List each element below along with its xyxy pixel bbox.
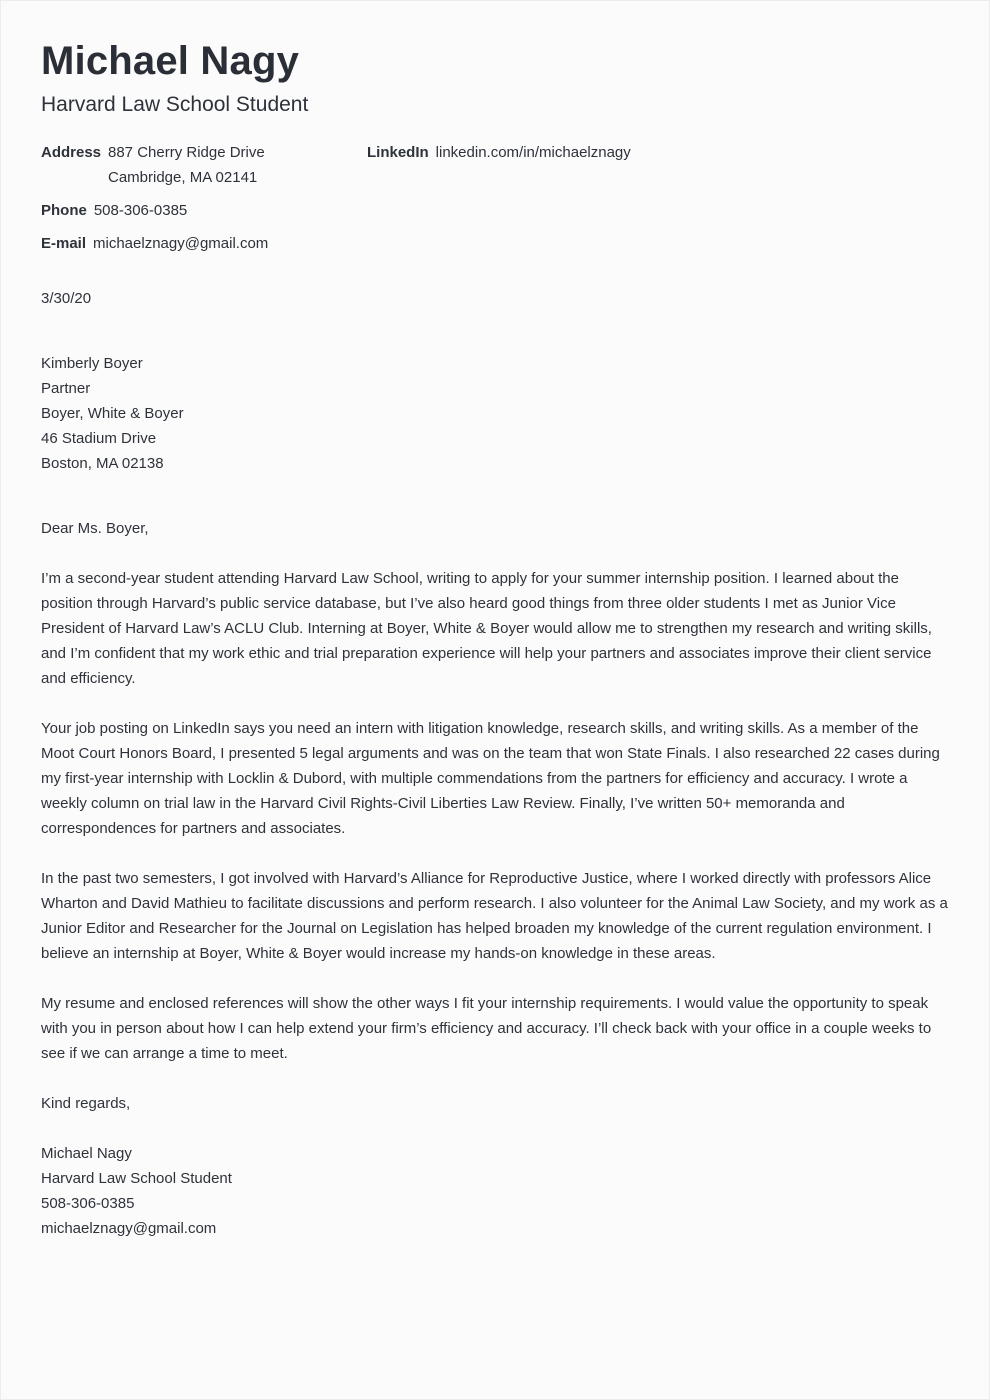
paragraph-line: I’m a second-year student attending Harvard Law School, writing to apply for your summer internship position. I learned about the (41, 570, 899, 587)
email-label: E-mail (41, 235, 87, 252)
linkedin-link[interactable]: linkedin.com/in/michaelznagy (435, 144, 631, 161)
letter-date: 3/30/20 (41, 290, 92, 307)
paragraph-line: Your job posting on LinkedIn says you need an intern with litigation knowledge, research skills, and writing skills. As a member of the (41, 720, 919, 737)
paragraph-line: weekly column on trial law in the Harvard Civil Rights-Civil Liberties Law Review. Finally, I’ve written 50+ memoranda and (41, 795, 845, 812)
recipient-city: Boston, MA 02138 (41, 455, 164, 472)
paragraph-1 (41, 566, 953, 691)
paragraph-line: and I’m confident that my work ethic and trial preparation experience will help your partners and associates improve their client service (41, 645, 932, 662)
paragraph-line: Moot Court Honors Board, I presented 5 legal arguments and was on the team that won State Finals. I also researched 22 cases during (41, 745, 940, 762)
paragraph-line: my first-year internship with Locklin & Dubord, with multiple commendations from the partners for efficiency and accuracy. I wrote a (41, 770, 908, 787)
paragraph-2 (41, 716, 953, 841)
paragraph-line: Junior Editor and Researcher for the Journal on Legislation has helped broaden my knowledge of the current regulation environment. I (41, 920, 932, 937)
recipient-street: 46 Stadium Drive (41, 430, 157, 447)
paragraph-line: with you in person about how I can help extend your firm’s efficiency and accuracy. I’ll check back with your office in a couple weeks to (41, 1020, 932, 1037)
recipient-name: Kimberly Boyer (41, 355, 143, 372)
paragraph-line: correspondences for partners and associates. (41, 820, 346, 837)
paragraph-4 (41, 991, 953, 1066)
address-line-1: 887 Cherry Ridge Drive (108, 144, 265, 161)
paragraph-line: My resume and enclosed references will show the other ways I fit your internship requirements. I would value the opportunity to speak (41, 995, 929, 1012)
signature-block (41, 1141, 953, 1241)
contact-phone (41, 198, 187, 223)
recipient-company: Boyer, White & Boyer (41, 405, 184, 422)
signature-phone: 508-306-0385 (41, 1195, 135, 1212)
paragraph-line: see if we can arrange a time to meet. (41, 1045, 288, 1062)
paragraph-line: President of Harvard Law’s ACLU Club. Interning at Boyer, White & Boyer would allow me to strengthen my research and writing skills, (41, 620, 932, 637)
phone-label: Phone (41, 202, 87, 219)
paragraph-line: position through Harvard’s public service database, but I’ve also heard good things from three older students I met as Junior Vice (41, 595, 896, 612)
contact-email (41, 231, 268, 256)
phone-value: 508-306-0385 (93, 202, 188, 219)
closing: Kind regards, (41, 1095, 131, 1112)
signature-name: Michael Nagy (41, 1145, 132, 1162)
paragraph-3 (41, 866, 953, 966)
salutation: Dear Ms. Boyer, (41, 520, 149, 537)
linkedin-label: LinkedIn (367, 144, 429, 161)
paragraph-line: Wharton and David Mathieu to facilitate discussions and perform research. I also volunteer for the Animal Law Society, and my work as a (41, 895, 948, 912)
signature-email: michaelznagy@gmail.com (41, 1220, 217, 1237)
contact-linkedin (367, 140, 631, 165)
address-label: Address (41, 144, 102, 161)
email-link[interactable]: michaelznagy@gmail.com (93, 235, 269, 252)
recipient-block (41, 351, 953, 476)
contact-address (41, 140, 265, 186)
applicant-name: Michael Nagy (41, 39, 300, 83)
recipient-title: Partner (41, 380, 91, 397)
signature-role: Harvard Law School Student (41, 1170, 232, 1187)
paragraph-line: and efficiency. (41, 670, 136, 687)
address-line-2: Cambridge, MA 02141 (108, 169, 258, 186)
paragraph-line: In the past two semesters, I got involved with Harvard’s Alliance for Reproductive Justice, where I worked directly with professors Alice (41, 870, 932, 887)
applicant-role: Harvard Law School Student (41, 93, 309, 116)
paragraph-line: believe an internship at Boyer, White & Boyer would increase my hands-on knowledge in these areas. (41, 945, 716, 962)
